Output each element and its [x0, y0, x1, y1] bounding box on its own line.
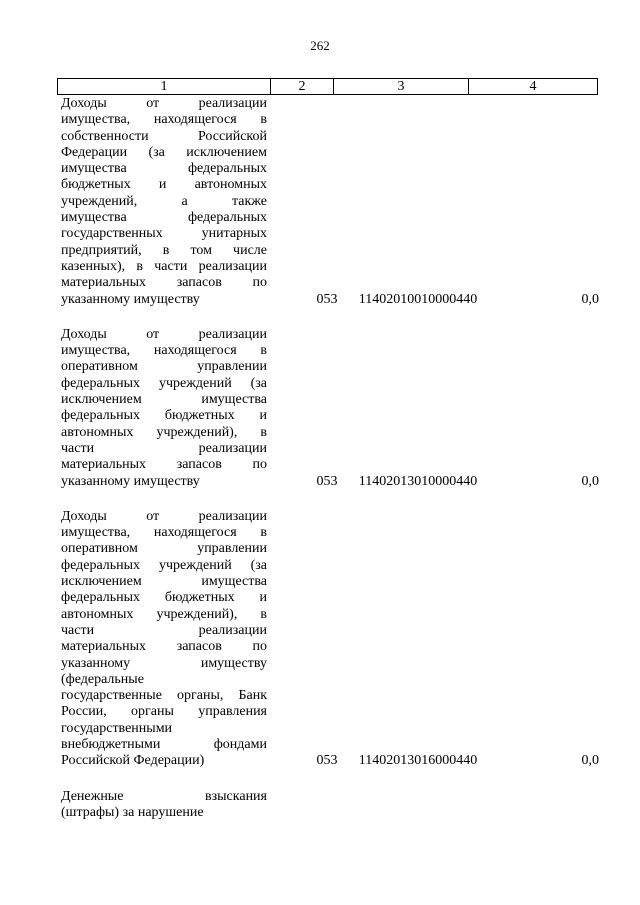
row-description-line: указанному имуществу [61, 473, 200, 489]
row-description [57, 509, 267, 770]
row-description-line: имущества, находящегося в [61, 112, 267, 128]
row-description-line: материальных запасов по [61, 275, 267, 291]
row-description-line: оперативном управлении [61, 359, 267, 375]
page-number: 262 [310, 38, 330, 53]
row-description-line: казенных), в части реализации [61, 258, 267, 274]
column-header-2: 2 [271, 79, 334, 95]
table-row [57, 327, 599, 490]
row-description-line: федеральных бюджетных и [61, 590, 267, 606]
row-description-line: имущества, находящегося в [61, 343, 267, 359]
row-description-line: материальных запасов по [61, 639, 267, 655]
row-description-line: внебюджетными фондами [61, 736, 267, 752]
table-body [57, 96, 599, 840]
amount: 0,0 [581, 753, 599, 769]
row-description-line: автономных учреждений), в [61, 606, 267, 622]
row-description-line: государственных унитарных [61, 226, 267, 242]
column-header-1: 1 [58, 79, 271, 95]
row-description-line: имущества федеральных [61, 161, 267, 177]
row-description-line: собственности Российской [61, 128, 267, 144]
row-description-line: федеральных учреждений (за [61, 557, 267, 573]
row-description-line: Российской Федерации) [61, 753, 205, 769]
budget-code: 11402010010000440 [358, 291, 478, 307]
row-description-line: (штрафы) за нарушение [61, 804, 204, 820]
row-description-line: Доходы от реализации [61, 326, 267, 342]
admin-code: 053 [316, 291, 338, 307]
row-description-line: учреждений, а также [61, 193, 267, 209]
amount: 0,0 [581, 473, 599, 489]
table-row [57, 96, 599, 308]
row-description-line: государственные органы, Банк [61, 688, 267, 704]
row-description-line: материальных запасов по [61, 457, 267, 473]
row-description [57, 327, 267, 490]
row-description-line: России, органы управления [61, 704, 267, 720]
row-description-line: автономных учреждений), в [61, 424, 267, 440]
row-description-line: имущества, находящегося в [61, 525, 267, 541]
admin-code: 053 [316, 753, 338, 769]
row-description-line: исключением имущества [61, 574, 267, 590]
row-description [57, 789, 267, 822]
row-description-line: (федеральные [61, 671, 144, 687]
row-description-line: Доходы от реализации [61, 508, 267, 524]
row-description-line: Денежные взыскания [61, 788, 267, 804]
row-description-line: исключением имущества [61, 392, 267, 408]
row-description-line: бюджетных и автономных [61, 177, 267, 193]
table-header [57, 78, 598, 95]
row-description-line: указанному имуществу [61, 291, 200, 307]
row-description-line: имущества федеральных [61, 210, 267, 226]
column-header-3: 3 [334, 79, 469, 95]
amount: 0,0 [581, 291, 599, 307]
row-description [57, 96, 267, 308]
table-row [57, 789, 599, 822]
budget-code: 11402013010000440 [358, 473, 478, 489]
budget-code: 11402013016000440 [358, 753, 478, 769]
row-description-line: Федерации (за исключением [61, 144, 267, 160]
table-row [57, 509, 599, 770]
row-description-line: части реализации [61, 622, 267, 638]
row-description-line: федеральных учреждений (за [61, 375, 267, 391]
admin-code: 053 [316, 473, 338, 489]
row-description-line: государственными [61, 720, 173, 736]
row-description-line: части реализации [61, 440, 267, 456]
row-description-line: предприятий, в том числе [61, 242, 267, 258]
row-description-line: указанному имуществу [61, 655, 267, 671]
row-description-line: федеральных бюджетных и [61, 408, 267, 424]
row-description-line: оперативном управлении [61, 541, 267, 557]
row-description-line: Доходы от реализации [61, 96, 267, 111]
column-header-4: 4 [469, 79, 598, 95]
